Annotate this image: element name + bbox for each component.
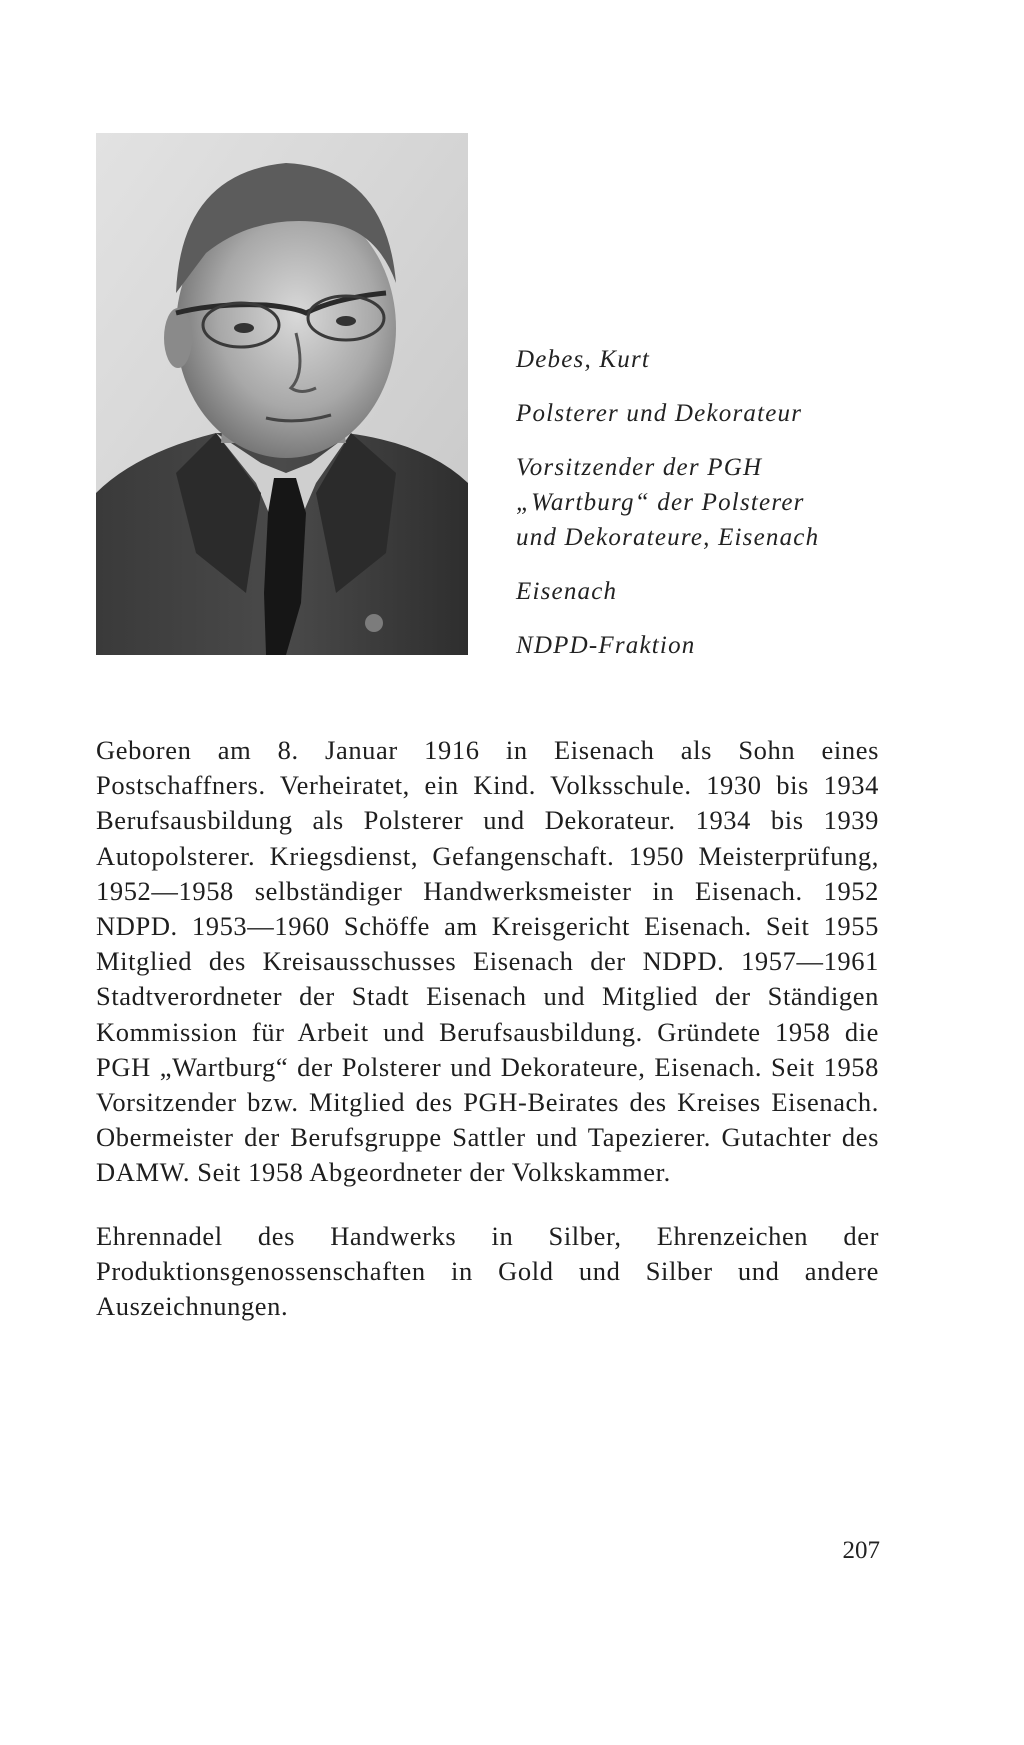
portrait-photo	[96, 133, 468, 655]
page-number: 207	[842, 1537, 880, 1564]
biography	[96, 733, 879, 1352]
portrait-illustration	[96, 133, 468, 655]
biography-paragraph-2: Ehrennadel des Handwerks in Silber, Ehrenzeichen der Produktionsgenossenschaften in Gold und Silber und andere Auszeichnungen.	[96, 1220, 879, 1322]
person-place: Eisenach	[516, 578, 618, 605]
person-profession: Polsterer und Dekorateur	[516, 400, 803, 427]
biography-paragraph-1: Geboren am 8. Januar 1916 in Eisenach als Sohn eines Postschaffners. Verheiratet, ein Kind. Volksschule. 1930 bis 1934 Berufsausbildung als Polsterer und Dekorateur. 1934 bis 1939 Autopolsterer. Kriegsdienst, Gefangenschaft. 1950 Meisterprüfung, 1952—1958 selbständiger Handwerksmeister in Eisenach. 1952 NDPD. 1953—1960 Schöffe am Kreisgericht Eisenach. Seit 1955 Mitglied des Kreisausschusses Eisenach der NDPD. 1957—1961 Stadtverordneter der Stadt Eisenach und Mitglied der Ständigen Kommission für Arbeit und Berufsausbildung. Gründete 1958 die PGH „Wartburg“ der Polsterer und Dekorateure, Eisenach. Seit 1958 Vorsitzender bzw. Mitglied des PGH-Beirates des Kreises Eisenach. Obermeister der Berufsgruppe Sattler und Tapezierer. Gutachter des DAMW. Seit 1958 Abgeordneter der Volkskammer.	[96, 735, 879, 1188]
person-caption	[516, 342, 936, 682]
person-name: Debes, Kurt	[516, 346, 651, 373]
person-faction: NDPD-Fraktion	[516, 632, 696, 659]
person-position: Vorsitzender der PGH „Wartburg“ der Polsterer und Dekorateure, Eisenach	[516, 454, 820, 551]
